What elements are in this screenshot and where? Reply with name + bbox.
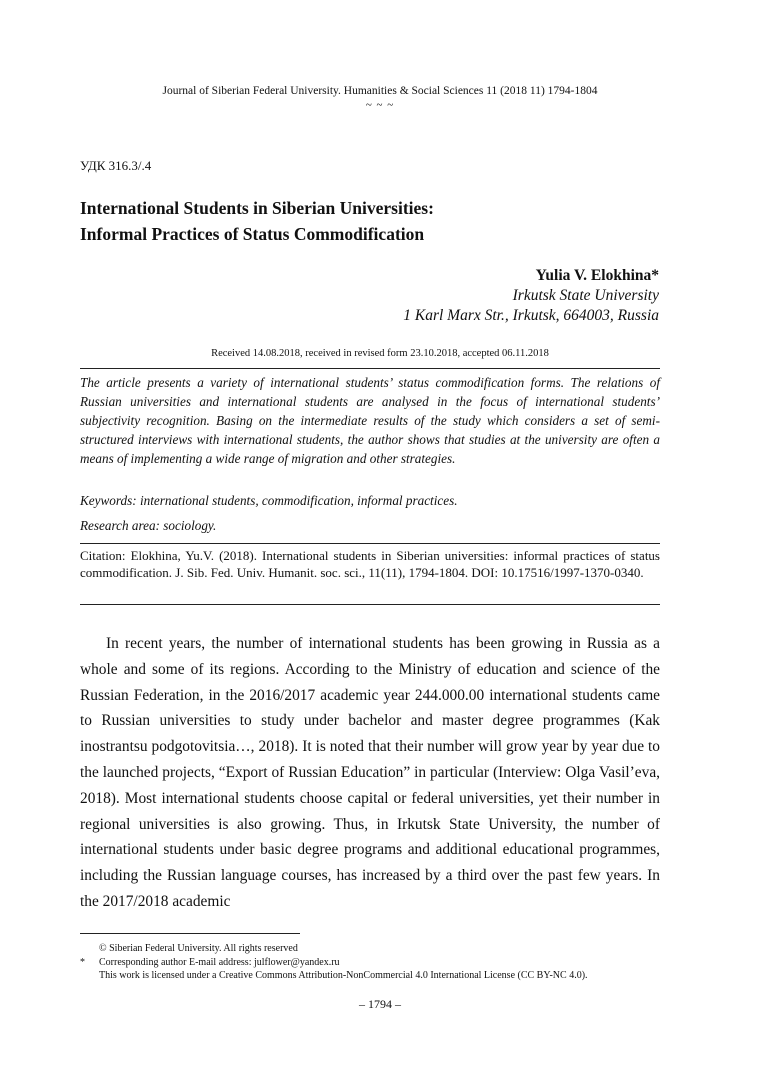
research-area: Research area: sociology. (80, 518, 217, 533)
journal-header: Journal of Siberian Federal University. Humanities & Social Sciences 11 (2018 11) 1794-1804 (162, 85, 598, 97)
footnote-rule (80, 933, 300, 934)
author-name: Yulia V. Elokhina* (535, 267, 659, 284)
received-dates: Received 14.08.2018, received in revised form 23.10.2018, accepted 06.11.2018 (211, 348, 549, 359)
author-address: 1 Karl Marx Str., Irkutsk, 664003, Russia (403, 307, 659, 324)
author-affiliation: Irkutsk State University (512, 287, 659, 304)
asterisk-mark: * (80, 956, 85, 968)
body-paragraph: In recent years, the number of international students has been growing in Russia as a whole and some of its regions. According to the Ministry of education and science of the Russian Federation, in the 2016/2017 academic year 244.000.00 international students came to Russian universities to study under bachelor and master degree programmes (Kak inostrantsu podgotovitsia…, 2018). It is noted that their number will grow year by year due to the launched projects, “Export of Russian Education” in particular (Interview: Olga Vasil’eva, 2018). Most international students choose capital or federal universities, yet their number in regional universities is also growing. Thus, in Irkutsk State University, the number of international students under basic degree programs and additional educational programmes, including the Russian language courses, has increased by a third over the past few years. In the 2017/2018 academic (80, 635, 660, 910)
footnote-copyright (80, 942, 680, 956)
abstract-top-rule (80, 368, 660, 369)
citation-bottom-rule (80, 604, 660, 605)
corresponding-author-text: Corresponding author E-mail address: julflower@yandex.ru (99, 956, 340, 968)
title-line-2: Informal Practices of Status Commodification (80, 224, 425, 244)
footnote-license (80, 969, 680, 983)
copyright-text: © Siberian Federal University. All rights reserved (99, 943, 298, 954)
author-block (403, 266, 659, 326)
article-title (80, 195, 680, 247)
citation: Citation: Elokhina, Yu.V. (2018). International students in Siberian universities: informal practices of status commodification. J. Sib. Fed. Univ. Humanit. soc. sci., 11(11), 1794-1804. DOI: 10.17516/1997-1370-0340. (80, 548, 660, 580)
title-line-1: International Students in Siberian Universities: (80, 198, 434, 218)
footnote-corresponding (80, 956, 680, 970)
page-number: – 1794 – (359, 997, 401, 1011)
footnotes (80, 942, 680, 983)
udk-code: УДК 316.3/.4 (80, 158, 152, 173)
header-separator: ~ ~ ~ (365, 99, 395, 111)
keywords: Keywords: international students, commodification, informal practices. (80, 493, 458, 508)
abstract-text: The article presents a variety of international students’ status commodification forms. The relations of Russian universities and international students are analysed in the focus of international students’ subjectivity recognition. Basing on the intermediate results of the study which considers a set of semi-structured interviews with international students, the author shows that studies at the university are often a means of implementing a wide range of migration and other strategies. (80, 375, 660, 466)
citation-top-rule (80, 543, 660, 544)
license-text: This work is licensed under a Creative Commons Attribution-NonCommercial 4.0 International License (CC BY-NC 4.0). (99, 970, 588, 981)
